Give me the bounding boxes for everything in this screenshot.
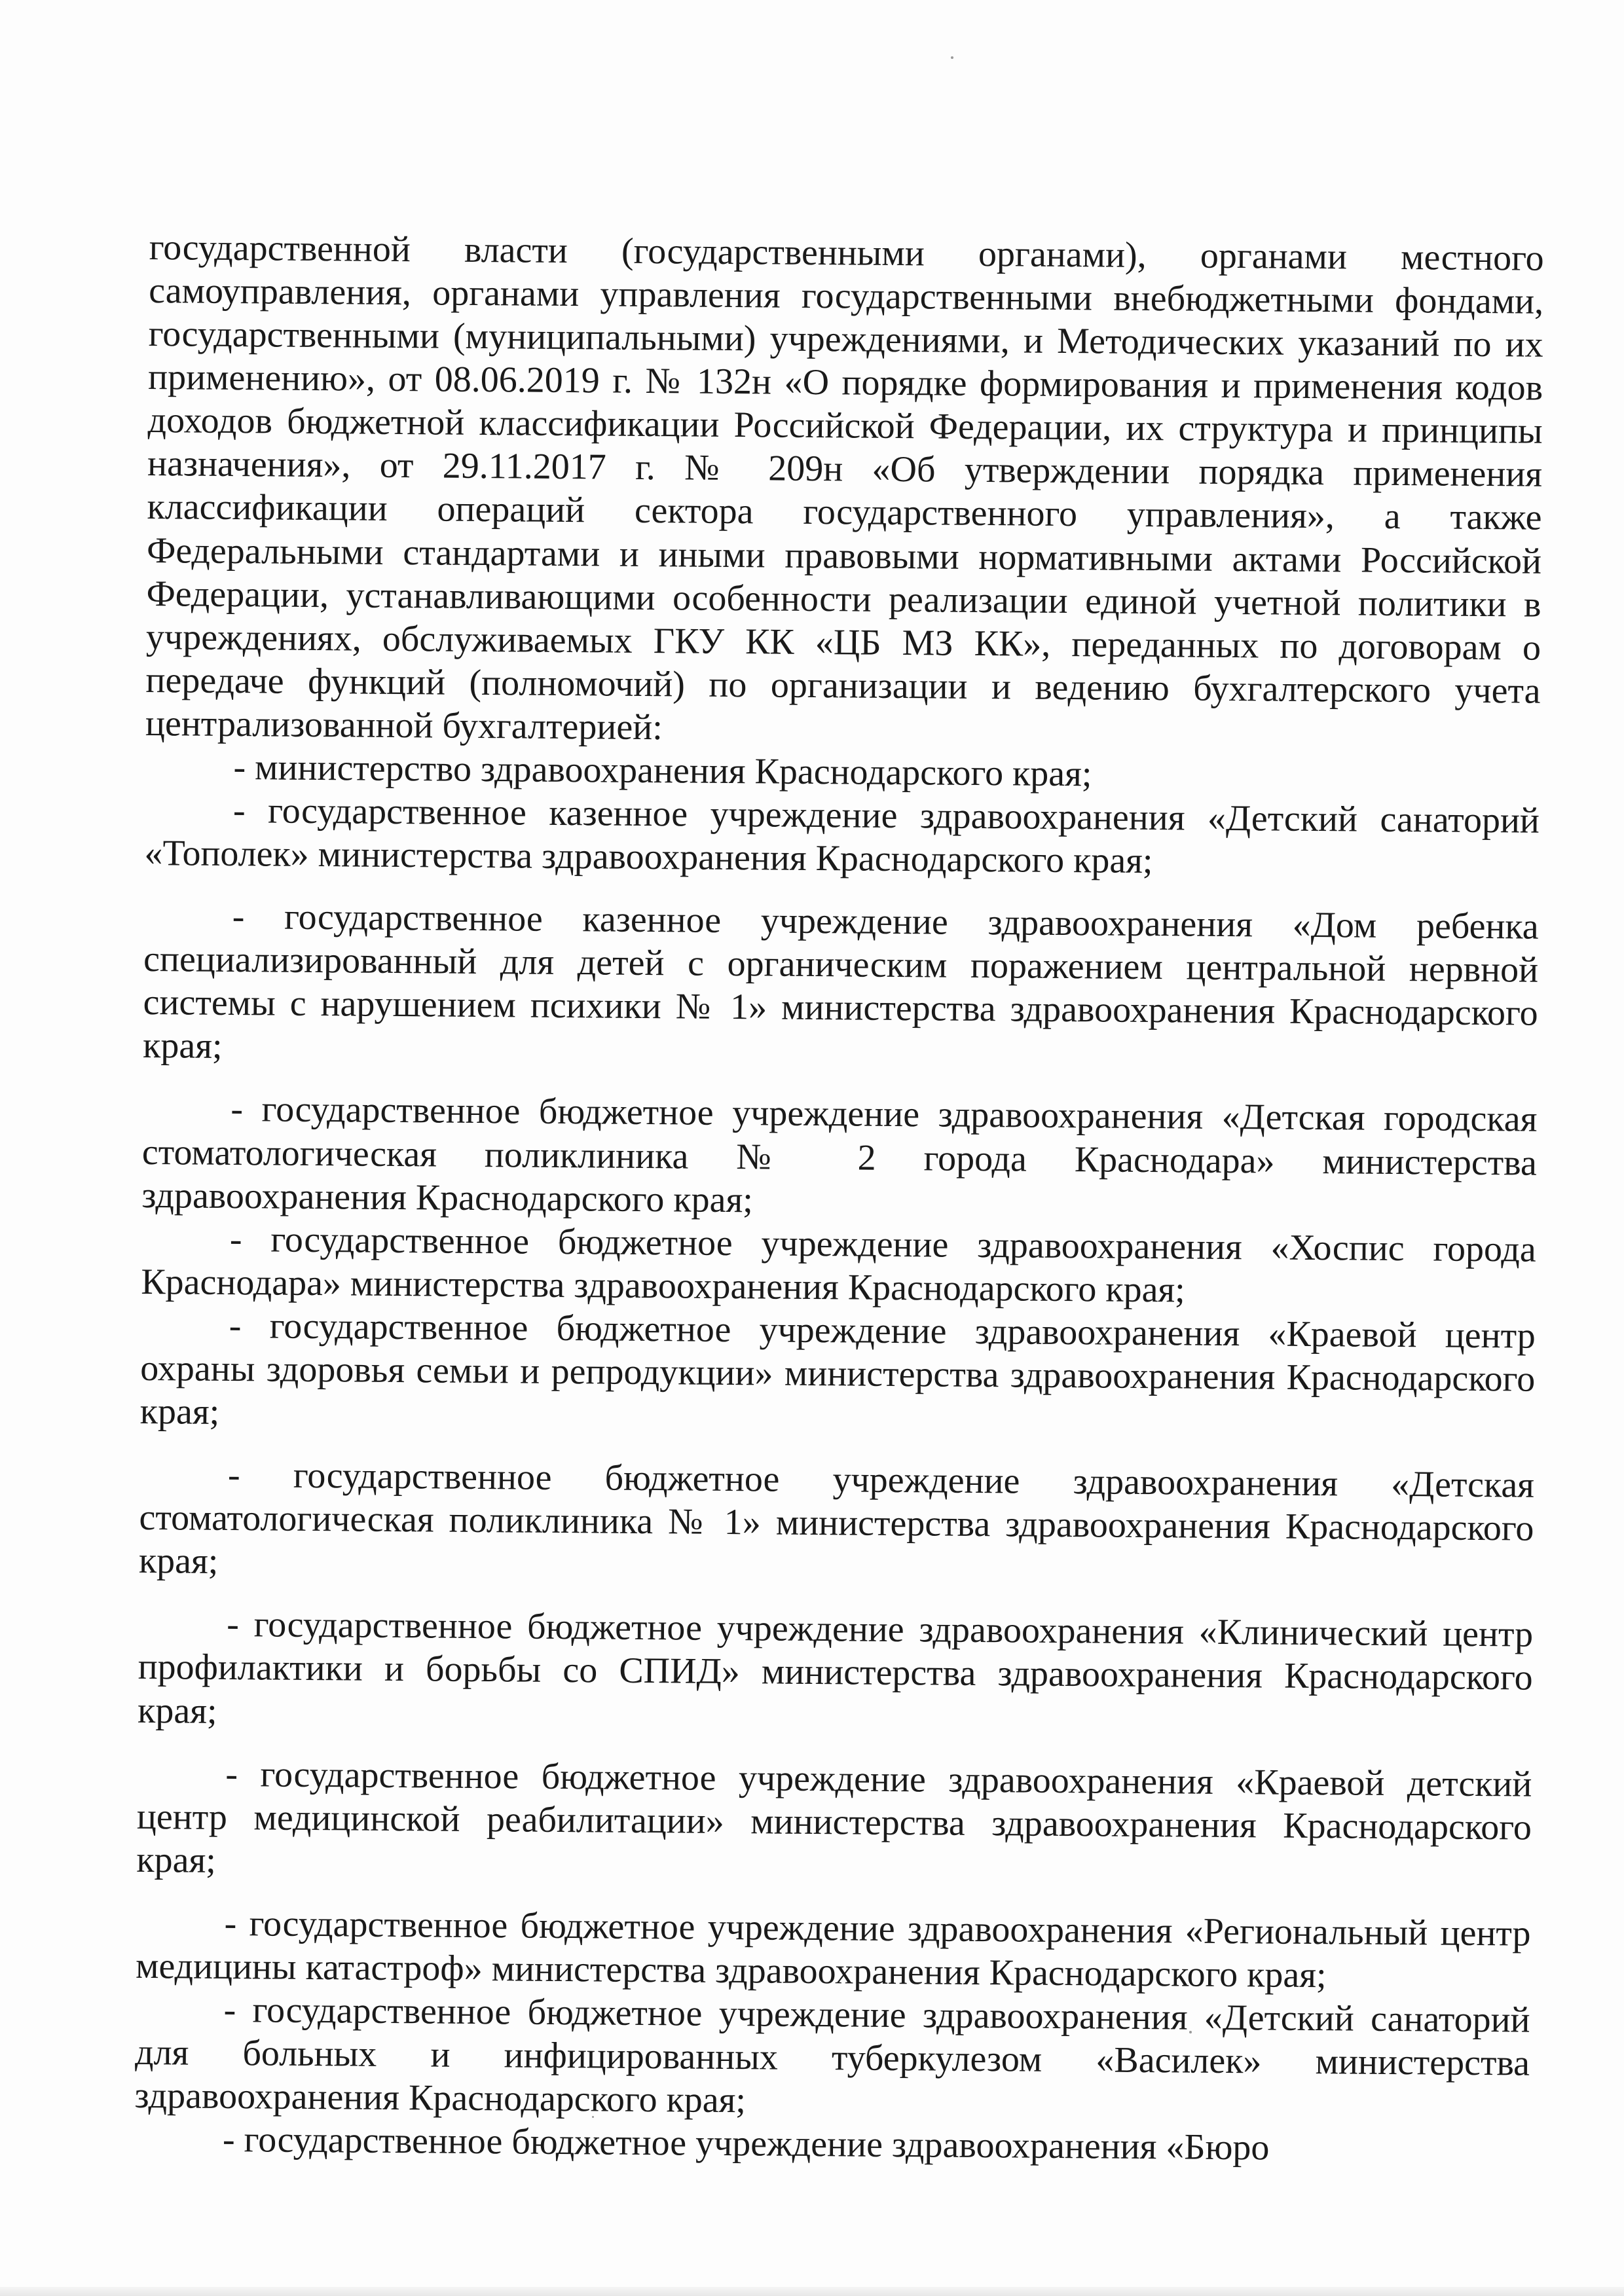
list-item: - государственное бюджетное учреждение здравоохранения «Детская стоматологическая поликлиника № 1» министерства здравоохранения Краснодарского края; (138, 1455, 1535, 1582)
list-item: - государственное казенное учреждение здравоохранения «Детский санаторий «Тополек» министерства здравоохранения Краснодарского края; (144, 790, 1540, 882)
list-item: - государственное бюджетное учреждение здравоохранения «Клинический центр профилактики и борьбы со СПИД» министерства здравоохранения Краснодарского края; (137, 1604, 1534, 1732)
scan-speck (951, 56, 953, 59)
intro-paragraph: государственной власти (государственными органами), органами местного самоуправления, органами управления государственными внебюджетными фондами, государственными (муниципальными) учреждениями, и Методических указаний по их применению», от 08.06.2019 г. № 132н «О порядке формирования и применения кодов доходов бюджетной классификации Российской Федерации, их структура и принципы назначения», от 29.11.2017 г. № 209н «Об утверждении порядка применения классификации операций сектора государственного управления», а также Федеральными стандартами и иными правовыми нормативными актами Российской Федерации, устанавливающими особенности реализации единой учетной политики в учреждениях, обслуживаемых ГКУ КК «ЦБ МЗ КК», переданных по договорам о передаче функций (полномочий) по организации и ведению бухгалтерского учета централизованной бухгалтерией: (145, 227, 1544, 748)
scan-bottom-edge (0, 2287, 1624, 2296)
list-item: - министерство здравоохранения Краснодарского края; (233, 746, 1092, 795)
list-item: - государственное бюджетное учреждение здравоохранения «Региональный центр медицины катастроф» министерства здравоохранения Краснодарского края; (135, 1903, 1531, 1996)
list-item: - государственное бюджетное учреждение здравоохранения «Детская городская стоматологическая поликлиника № 2 города Краснодара» министерства здравоохранения Краснодарского края; (141, 1089, 1538, 1220)
list-item: - государственное казенное учреждение здравоохранения «Дом ребенка специализированный для детей с органическим поражением центральной нервной системы с нарушением психики № 1» министерства здравоохранения Краснодарского края; (142, 896, 1539, 1067)
list-item: - государственное бюджетное учреждение здравоохранения «Хоспис города Краснодара» министерства здравоохранения Краснодарского края; (141, 1218, 1537, 1311)
list-item: - государственное бюджетное учреждение здравоохранения «Краевой детский центр медицинской реабилитации» министерства здравоохранения Краснодарского края; (136, 1753, 1532, 1881)
list-item: - государственное бюджетное учреждение здравоохранения «Детский санаторий для больных и инфицированных туберкулезом «Василек» министерства здравоохранения Краснодарского края; (134, 1989, 1530, 2121)
list-item: - государственное бюджетное учреждение здравоохранения «Бюро (222, 2119, 1270, 2168)
list-item: - государственное бюджетное учреждение здравоохранения «Краевой центр охраны здоровья семьи и репродукции» министерства здравоохранения Краснодарского края; (139, 1305, 1536, 1432)
document-body (134, 226, 1544, 2172)
